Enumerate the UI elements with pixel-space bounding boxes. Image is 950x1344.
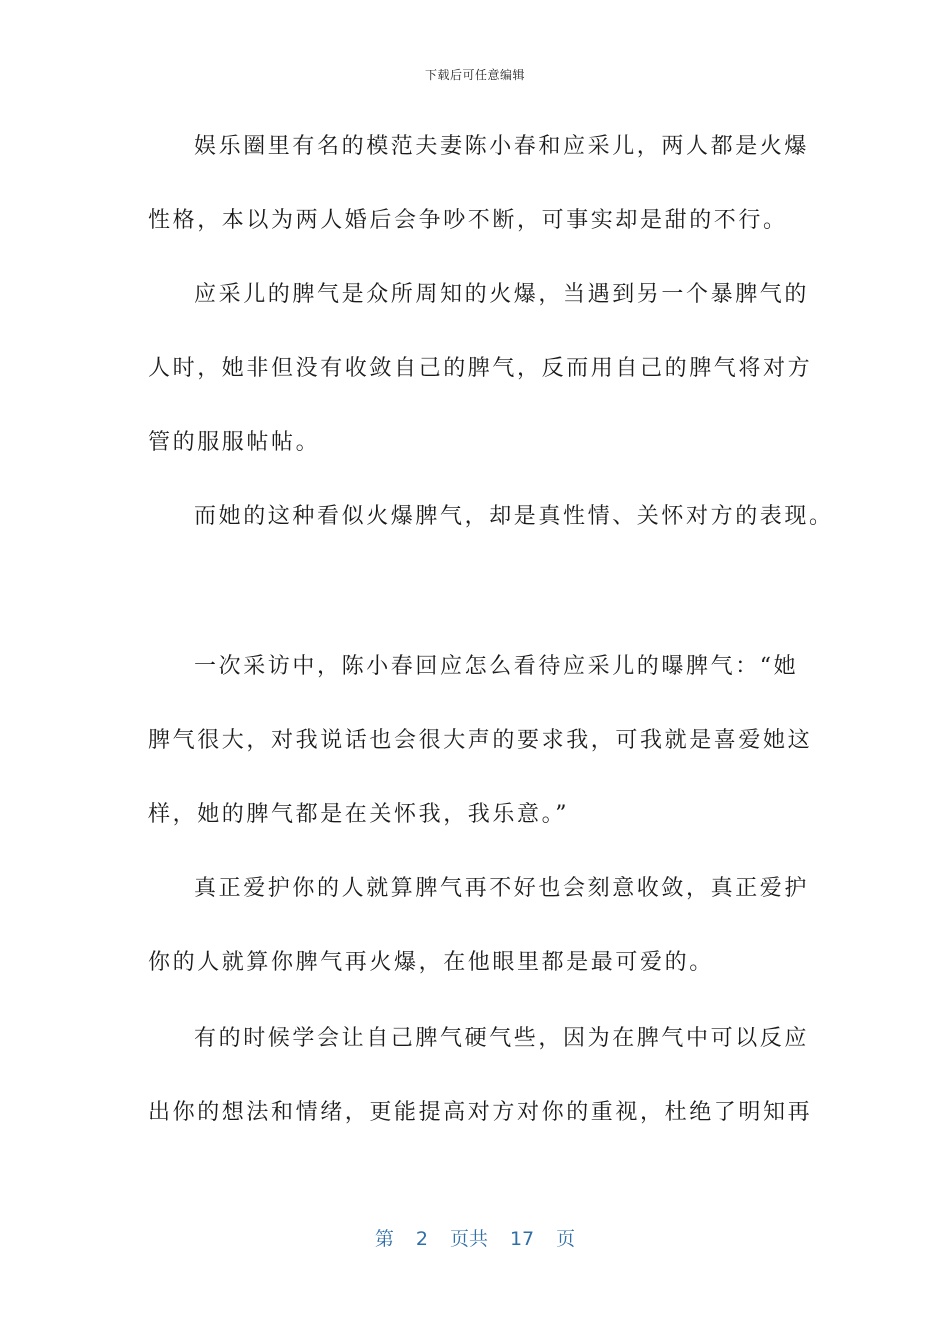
paragraph-2-line-2: 人时，她非但没有收敛自己的脾气，反而用自己的脾气将对方	[148, 356, 813, 381]
footer-page-prefix: 第	[374, 1228, 394, 1250]
paragraph-6-line-2: 出你的想法和情绪，更能提高对方对你的重视，杜绝了明知再	[148, 1100, 813, 1125]
footer-page-suffix: 页	[556, 1228, 576, 1250]
page-header: 下载后可任意编辑	[424, 68, 525, 82]
paragraph-1-line-2: 性格，本以为两人婚后会争吵不断，可事实却是甜的不行。	[148, 208, 788, 233]
footer-page-number: 2	[415, 1228, 428, 1250]
paragraph-3-line-1: 而她的这种看似火爆脾气，却是真性情、关怀对方的表现。	[194, 504, 834, 529]
footer-page-total: 17	[509, 1228, 535, 1250]
paragraph-2-line-1: 应采儿的脾气是众所周知的火爆，当遇到另一个暴脾气的	[194, 282, 810, 307]
paragraph-4-line-2: 脾气很大，对我说话也会很大声的要求我，可我就是喜爱她这	[148, 728, 813, 753]
paragraph-5-line-1: 真正爱护你的人就算脾气再不好也会刻意收敛，真正爱护	[194, 876, 810, 901]
paragraph-1-line-1: 娱乐圈里有名的模范夫妻陈小春和应采儿，两人都是火爆	[194, 134, 810, 159]
paragraph-6-line-1: 有的时候学会让自己脾气硬气些，因为在脾气中可以反应	[194, 1026, 810, 1051]
footer-page-mid: 页共	[449, 1228, 488, 1250]
paragraph-2-line-3: 管的服服帖帖。	[148, 430, 321, 455]
paragraph-4-line-1: 一次采访中，陈小春回应怎么看待应采儿的曝脾气：“她	[194, 654, 799, 679]
page-footer	[0, 1224, 950, 1251]
paragraph-5-line-2: 你的人就算你脾气再火爆，在他眼里都是最可爱的。	[148, 950, 714, 975]
paragraph-4-line-3: 样，她的脾气都是在关怀我，我乐意。”	[148, 802, 570, 827]
